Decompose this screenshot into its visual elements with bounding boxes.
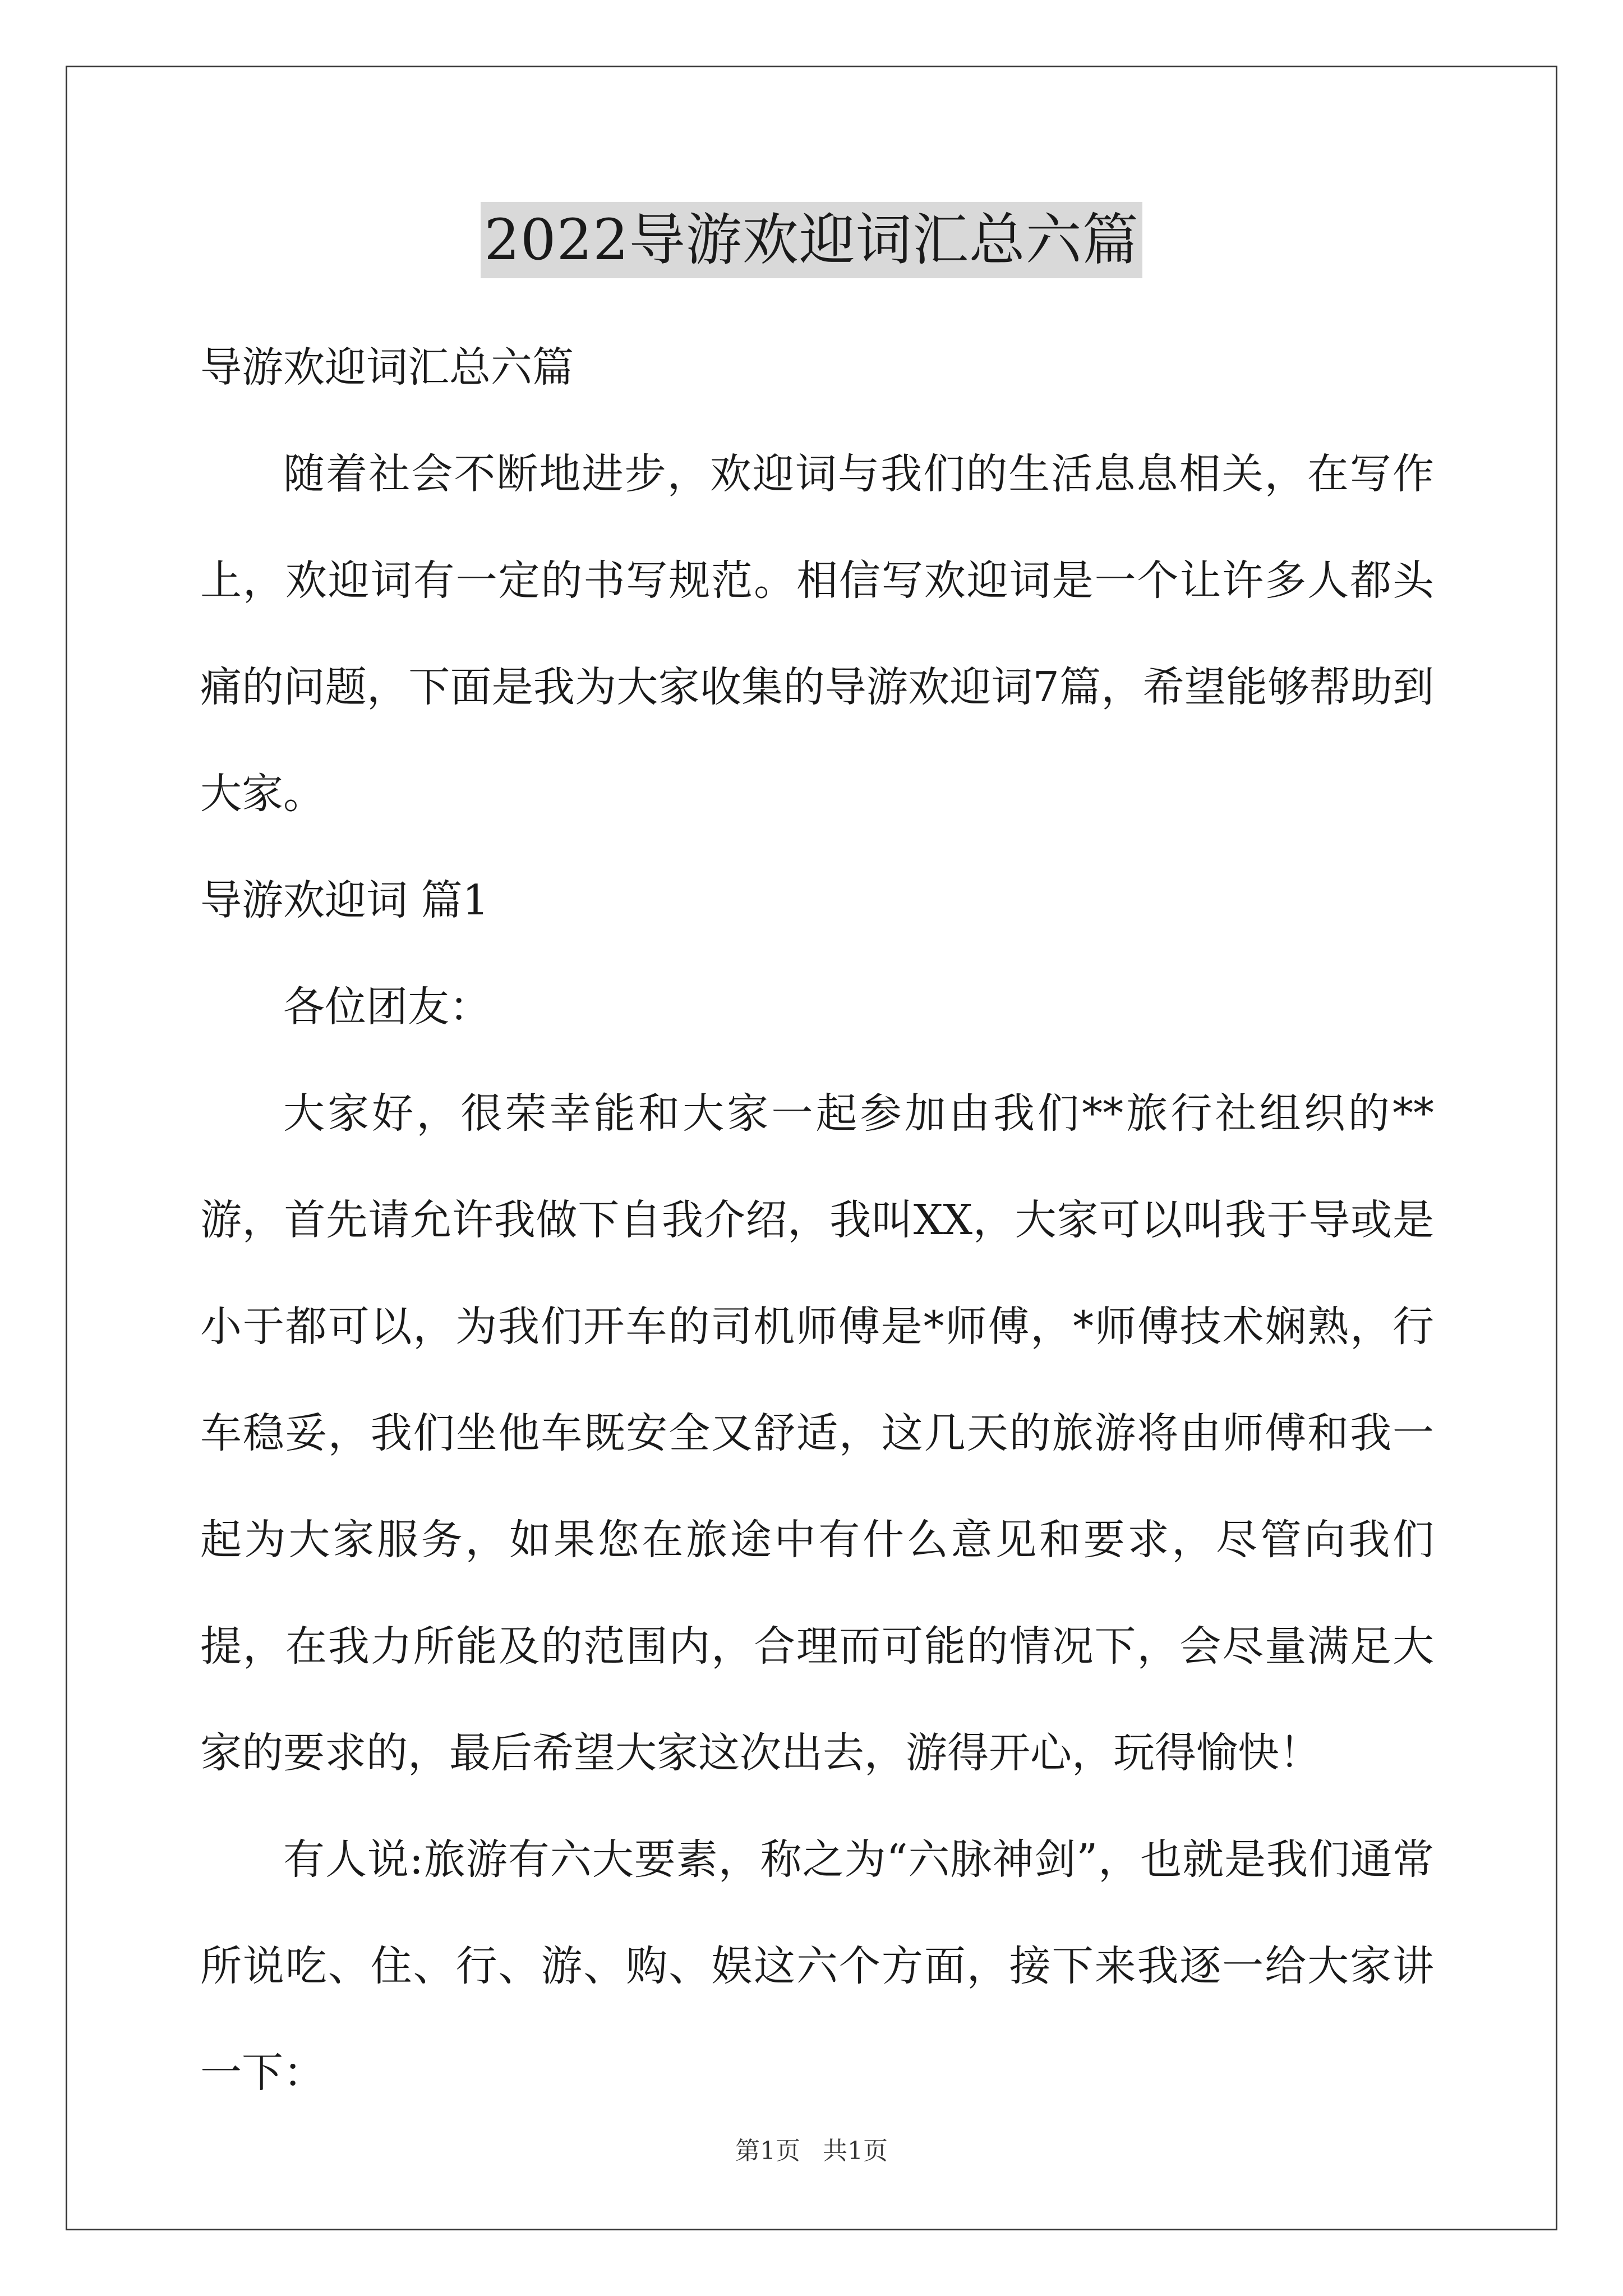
paragraph: 有人说:旅游有六大要素，称之为“六脉神剑”，也就是我们通常所说吃、住、行、游、购、娱这六个方面，接下来我逐一给大家讲一下： bbox=[200, 1835, 1434, 2097]
paragraph: 各位团友： bbox=[283, 983, 491, 1031]
page-number: 第1页 bbox=[735, 2137, 800, 2165]
document-title: 2022导游欢迎词汇总六篇 bbox=[481, 202, 1142, 278]
document-body bbox=[200, 314, 1434, 2126]
page-footer bbox=[0, 2131, 1623, 2166]
page-total: 共1页 bbox=[823, 2137, 888, 2165]
paragraph: 随着社会不断地进步，欢迎词与我们的生活息息相关，在写作上，欢迎词有一定的书写规范。相信写欢迎词是一个让许多人都头痛的问题，下面是我为大家收集的导游欢迎词7篇，希望能够帮助到大家。 bbox=[200, 450, 1434, 818]
paragraph: 大家好，很荣幸能和大家一起参加由我们**旅行社组织的**游，首先请允许我做下自我介绍，我叫XX，大家可以叫我于导或是小于都可以，为我们开车的司机师傅是*师傅，*师傅技术娴熟，行车稳妥，我们坐他车既安全又舒适，这几天的旅游将由师傅和我一起为大家服务，如果您在旅途中有什么意见和要求，尽管向我们提，在我力所能及的范围内，合理而可能的情况下，会尽量满足大家的要求的，最后希望大家这次出去，游得开心，玩得愉快！ bbox=[200, 1089, 1434, 1777]
title-container bbox=[0, 202, 1623, 278]
paragraph: 导游欢迎词汇总六篇 bbox=[200, 343, 574, 392]
section-heading: 导游欢迎词 篇1 bbox=[200, 876, 489, 924]
